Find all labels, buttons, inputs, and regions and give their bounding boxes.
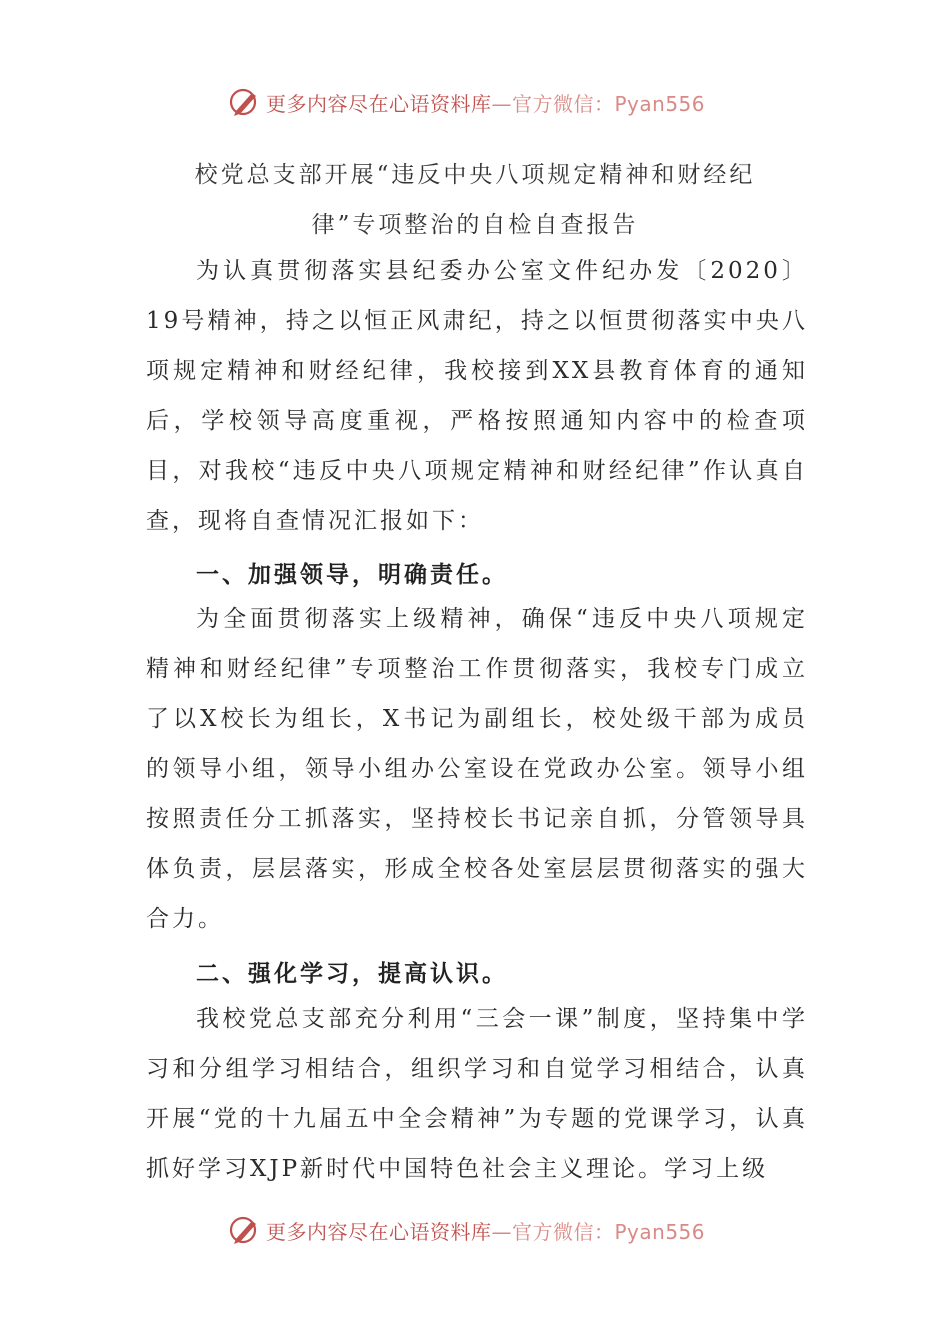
watermark-dash: —官方微信：	[491, 91, 615, 116]
watermark-text: 更多内容尽在心语资料库	[266, 91, 492, 116]
watermark-banner-top	[228, 82, 728, 122]
watermark-text: 更多内容尽在心语资料库	[266, 1219, 492, 1244]
document-title-line-1: 校党总支部开展“违反中央八项规定精神和财经纪	[194, 162, 756, 188]
section-1-heading: 一、加强领导，明确责任。	[196, 562, 508, 588]
pen-logo-icon	[228, 1213, 262, 1247]
document-title-line-2: 律”专项整治的自检自查报告	[311, 212, 639, 238]
pen-logo-icon	[228, 85, 262, 119]
watermark-banner-bottom	[228, 1210, 728, 1250]
watermark-wechat-id: Pyan556	[614, 1219, 706, 1244]
section-2-body: 我校党总支部充分利用“三会一课”制度，坚持集中学习和分组学习相结合，组织学习和自觉学习相结合，认真开展“党的十九届五中全会精神”为专题的党课学习，认真抓好学习XJP新时代中国特色社会主义理论。学习上级	[146, 1006, 808, 1182]
section-1-body: 为全面贯彻落实上级精神，确保“违反中央八项规定精神和财经纪律”专项整治工作贯彻落实，我校专门成立了以X校长为组长，X书记为副组长，校处级干部为成员的领导小组，领导小组办公室设在党政办公室。领导小组按照责任分工抓落实，坚持校长书记亲自抓，分管领导具体负责，层层落实，形成全校各处室层层贯彻落实的强大合力。	[146, 606, 808, 932]
section-2-heading: 二、强化学习，提高认识。	[196, 961, 508, 987]
intro-paragraph: 为认真贯彻落实县纪委办公室文件纪办发〔2020〕19号精神，持之以恒正风肃纪，持之以恒贯彻落实中央八项规定精神和财经纪律，我校接到XX县教育体育的通知后，学校领导高度重视，严格按照通知内容中的检查项目，对我校“违反中央八项规定精神和财经纪律”作认真自查，现将自查情况汇报如下：	[146, 258, 808, 534]
watermark-dash: —官方微信：	[491, 1219, 615, 1244]
watermark-wechat-id: Pyan556	[614, 91, 706, 116]
